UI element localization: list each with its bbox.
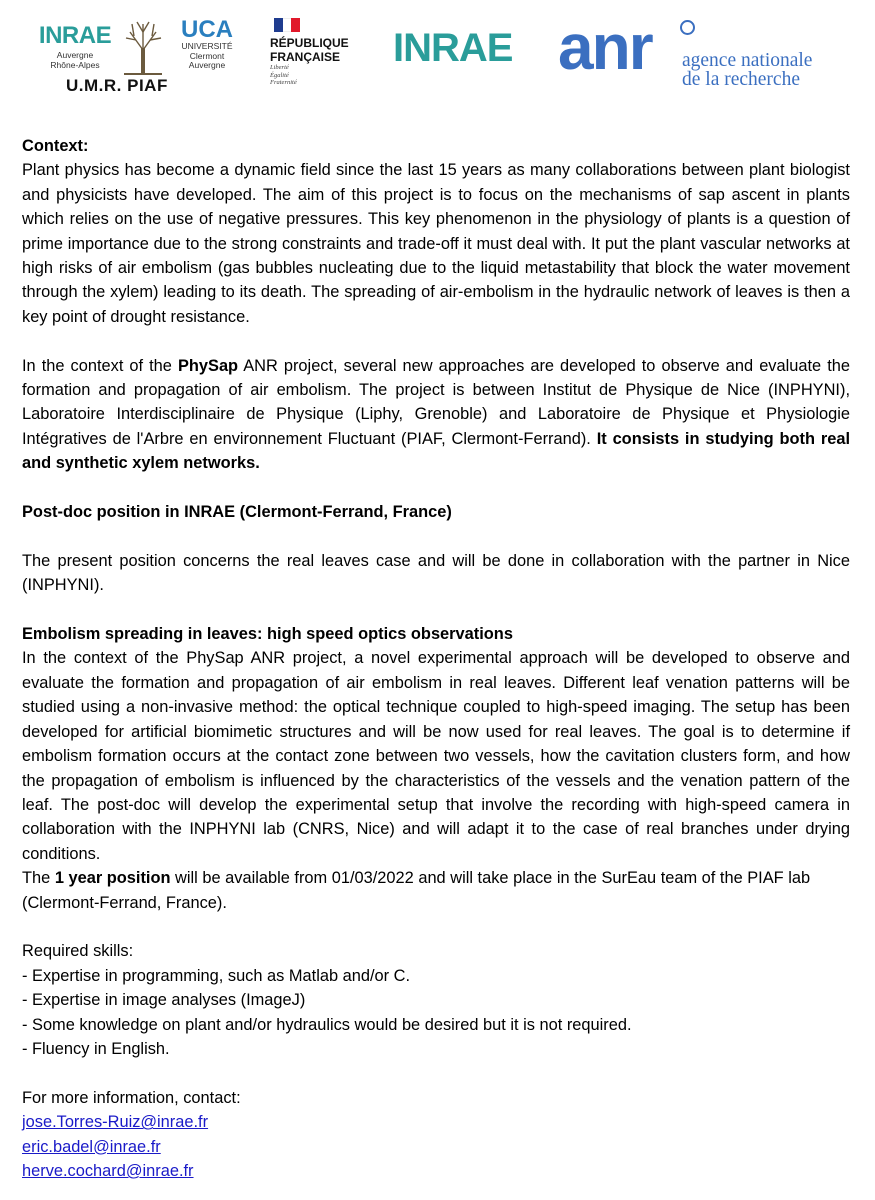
inrae-auvergne-logo bbox=[30, 22, 120, 70]
anr-logo bbox=[558, 11, 848, 96]
rf-motto1: Liberté bbox=[270, 64, 289, 71]
duration-pre: The bbox=[22, 869, 55, 888]
skill-item: - Expertise in image analyses (ImageJ) bbox=[22, 991, 306, 1010]
anr-word: anr bbox=[558, 11, 652, 83]
position-paragraph: The present position concerns the real leaves case and will be done in collaboration with the partner in Nice (INPHYNI). bbox=[22, 551, 850, 595]
embolism-heading: Embolism spreading in leaves: high speed optics observations bbox=[22, 625, 513, 644]
project-paragraph bbox=[22, 354, 850, 476]
republique-francaise-logo bbox=[270, 18, 360, 87]
duration-post: will be available from 01/03/2022 and will take place in the SurEau team of the PIAF lab (Clermont-Ferrand, France). bbox=[22, 869, 811, 912]
uca-word: UCA bbox=[181, 16, 233, 43]
anr-line2: de la recherche bbox=[682, 69, 800, 90]
anr-tagline bbox=[682, 51, 812, 89]
anr-line1: agence nationale bbox=[682, 50, 813, 71]
duration-bold: 1 year position bbox=[54, 869, 171, 888]
context-paragraph: Plant physics has become a dynamic field since the last 15 years as many collaborations between plant biologist and physicists have developed. The aim of this project is to focus on the mechanisms of sap ascent in plants which relies on the use of negative pressures. This key phenomenon in the physiology of plants is a question of prime importance due to the strong constraints and trade-off it must deal with. It put the plant vascular networks at high risks of air embolism (gas bubbles nucleating due to the liquid metastability that block the water movement through the xylem) leading to its death. The spreading of air-embolism in the hydraulic network of leaves is then a key point of drought resistance. bbox=[22, 161, 850, 326]
skills-heading: Required skills: bbox=[22, 942, 134, 961]
project-text-pre: In the context of the bbox=[22, 356, 178, 375]
umr-piaf-label: U.M.R. PIAF bbox=[66, 76, 168, 95]
skill-item: - Fluency in English. bbox=[22, 1039, 170, 1058]
email-link-badel[interactable]: eric.badel@inrae.fr bbox=[22, 1137, 161, 1156]
skill-item: - Expertise in programming, such as Matlab and/or C. bbox=[22, 966, 411, 985]
position-heading: Post-doc position in INRAE (Clermont-Ferrand, France) bbox=[22, 503, 452, 522]
duration-paragraph bbox=[22, 866, 850, 915]
contact-heading: For more information, contact: bbox=[22, 1088, 241, 1107]
tree-icon bbox=[118, 18, 168, 76]
french-flag-icon bbox=[274, 18, 300, 32]
uca-line2: Clermont bbox=[189, 50, 225, 61]
inrae-region-line1: Auvergne bbox=[56, 50, 94, 60]
uca-line3: Auvergne bbox=[188, 60, 226, 70]
email-link-torres-ruiz[interactable]: jose.Torres-Ruiz@inrae.fr bbox=[22, 1113, 209, 1132]
email-link-cochard[interactable]: herve.cochard@inrae.fr bbox=[22, 1161, 194, 1180]
anr-circle-icon bbox=[680, 20, 695, 35]
inrae-small-word: INRAE bbox=[38, 22, 112, 49]
rf-motto2: Égalité bbox=[270, 71, 289, 79]
project-summary: It consists in studying both real and synthetic xylem networks. bbox=[22, 429, 850, 473]
logo-header bbox=[0, 0, 875, 110]
inrae-logo: INRAE bbox=[393, 26, 513, 70]
embolism-paragraph: In the context of the PhySap ANR project, a novel experimental approach will be developed to observe and evaluate the formation and propagation of air embolism in real leaves. Different leaf venation patterns will be studied using a non-invasive method: the optical technique coupled to high-speed imaging. The setup has been developed for artificial biomimetic structures and will be now used for real leaves. The goal is to determine if embolism formation occurs at the contact zone between two vessels, how the cavitation clusters form, and how the propagation of embolism is influenced by the characteristics of the vessels and the venation pattern of the leaf. The post-doc will develop the experimental setup that involve the recording with high-speed camera in collaboration with the INPHYNI lab (CNRS, Nice) and will adapt it to the case of real branches under drying conditions. bbox=[22, 649, 850, 863]
context-heading: Context: bbox=[22, 137, 89, 155]
uca-line1: UNIVERSITÉ bbox=[181, 41, 233, 51]
inrae-region-line2: Rhône-Alpes bbox=[50, 60, 100, 70]
skill-item: - Some knowledge on plant and/or hydraulics would be desired but it is not required. bbox=[22, 1015, 632, 1034]
rf-motto3: Fraternité bbox=[270, 79, 297, 86]
uca-logo bbox=[172, 18, 242, 71]
project-text-post: ANR project, several new approaches are developed to observe and evaluate the formation and propagation of air embolism. The project is between Institut de Physique de Nice (INPHYNI), Laboratoire Interdisciplinaire de Physique (Liphy, Grenoble) and Laboratoire de Physique et Physiologie Intégratives de l'Arbre en environnement Fluctuant (PIAF, Clermont-Ferrand). bbox=[22, 356, 850, 448]
rf-line2: FRANÇAISE bbox=[270, 50, 341, 64]
rf-line1: RÉPUBLIQUE bbox=[270, 36, 349, 50]
physap-name: PhySap bbox=[177, 356, 239, 375]
job-posting-body bbox=[22, 134, 850, 1183]
